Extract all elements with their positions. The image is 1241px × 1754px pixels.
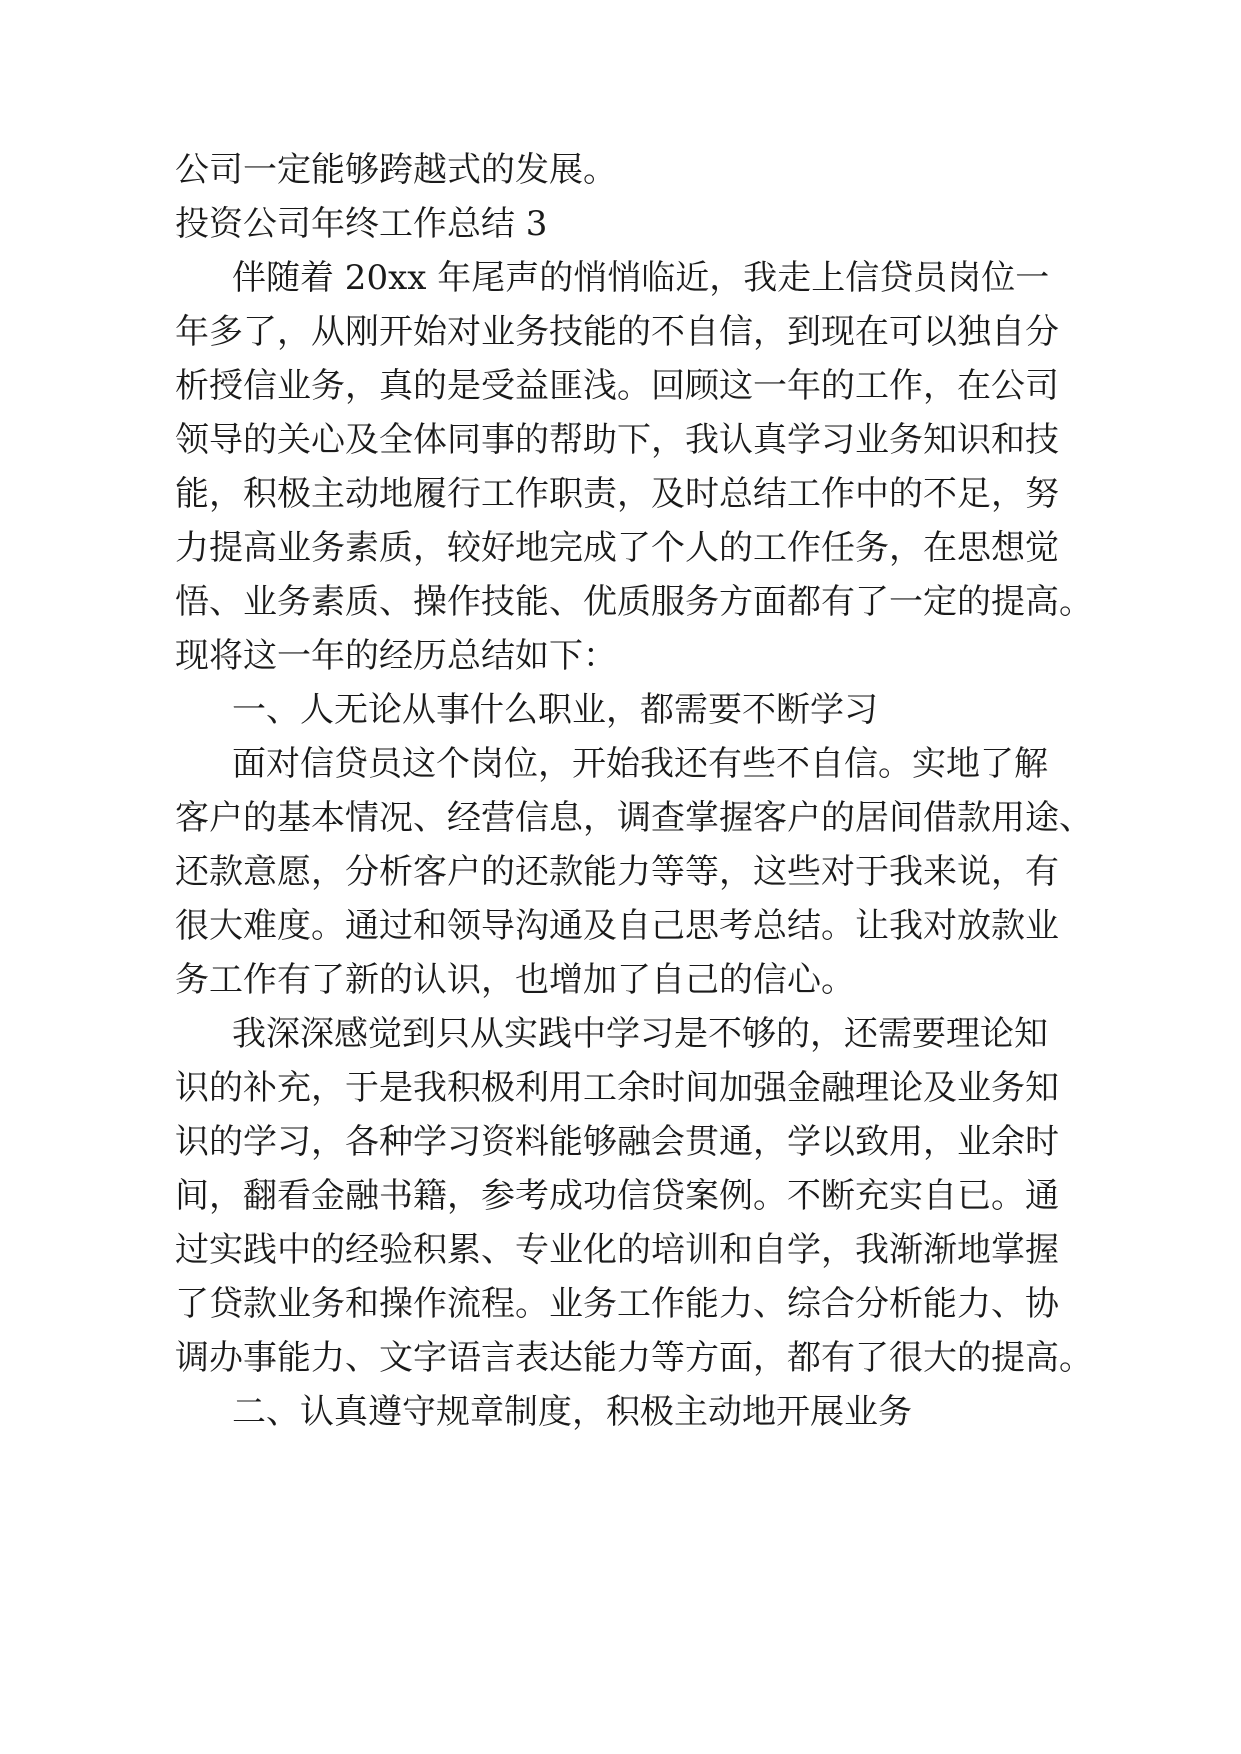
subheading: 一、人无论从事什么职业，都需要不断学习 [232, 690, 878, 730]
text-line: 析授信业务，真的是受益匪浅。回顾这一年的工作，在公司 [175, 366, 1059, 406]
text-line: 过实践中的经验积累、专业化的培训和自学，我渐渐地掌握 [175, 1230, 1059, 1270]
text-line: 调办事能力、文字语言表达能力等方面，都有了很大的提高。 [175, 1338, 1093, 1378]
text-line: 识的学习，各种学习资料能够融会贯通，学以致用，业余时 [175, 1122, 1059, 1162]
text-line: 我深深感觉到只从实践中学习是不够的，还需要理论知 [232, 1014, 1048, 1054]
text-line: 间，翻看金融书籍，参考成功信贷案例。不断充实自已。通 [175, 1176, 1059, 1216]
text-line: 伴随着 20xx 年尾声的悄悄临近，我走上信贷员岗位一 [232, 258, 1050, 298]
text-line: 客户的基本情况、经营信息，调查掌握客户的居间借款用途、 [175, 798, 1093, 838]
text-line: 务工作有了新的认识，也增加了自己的信心。 [175, 960, 855, 1000]
text-line: 了贷款业务和操作流程。业务工作能力、综合分析能力、协 [175, 1284, 1059, 1324]
text-line: 领导的关心及全体同事的帮助下，我认真学习业务知识和技 [175, 420, 1059, 460]
subheading: 二、认真遵守规章制度，积极主动地开展业务 [232, 1392, 912, 1432]
text-line: 识的补充，于是我积极利用工余时间加强金融理论及业务知 [175, 1068, 1059, 1108]
text-line: 力提高业务素质，较好地完成了个人的工作任务，在思想觉 [175, 528, 1059, 568]
text-line: 现将这一年的经历总结如下： [175, 636, 617, 676]
text-line: 还款意愿，分析客户的还款能力等等，这些对于我来说，有 [175, 852, 1059, 892]
text-line: 面对信贷员这个岗位，开始我还有些不自信。实地了解 [232, 744, 1048, 784]
text-line: 公司一定能够跨越式的发展。 [175, 150, 617, 190]
text-line: 能，积极主动地履行工作职责，及时总结工作中的不足，努 [175, 474, 1059, 514]
text-line: 很大难度。通过和领导沟通及自己思考总结。让我对放款业 [175, 906, 1059, 946]
text-line: 悟、业务素质、操作技能、优质服务方面都有了一定的提高。 [175, 582, 1093, 622]
text-line: 年多了，从刚开始对业务技能的不自信，到现在可以独自分 [175, 312, 1059, 352]
section-heading: 投资公司年终工作总结 3 [175, 204, 548, 244]
